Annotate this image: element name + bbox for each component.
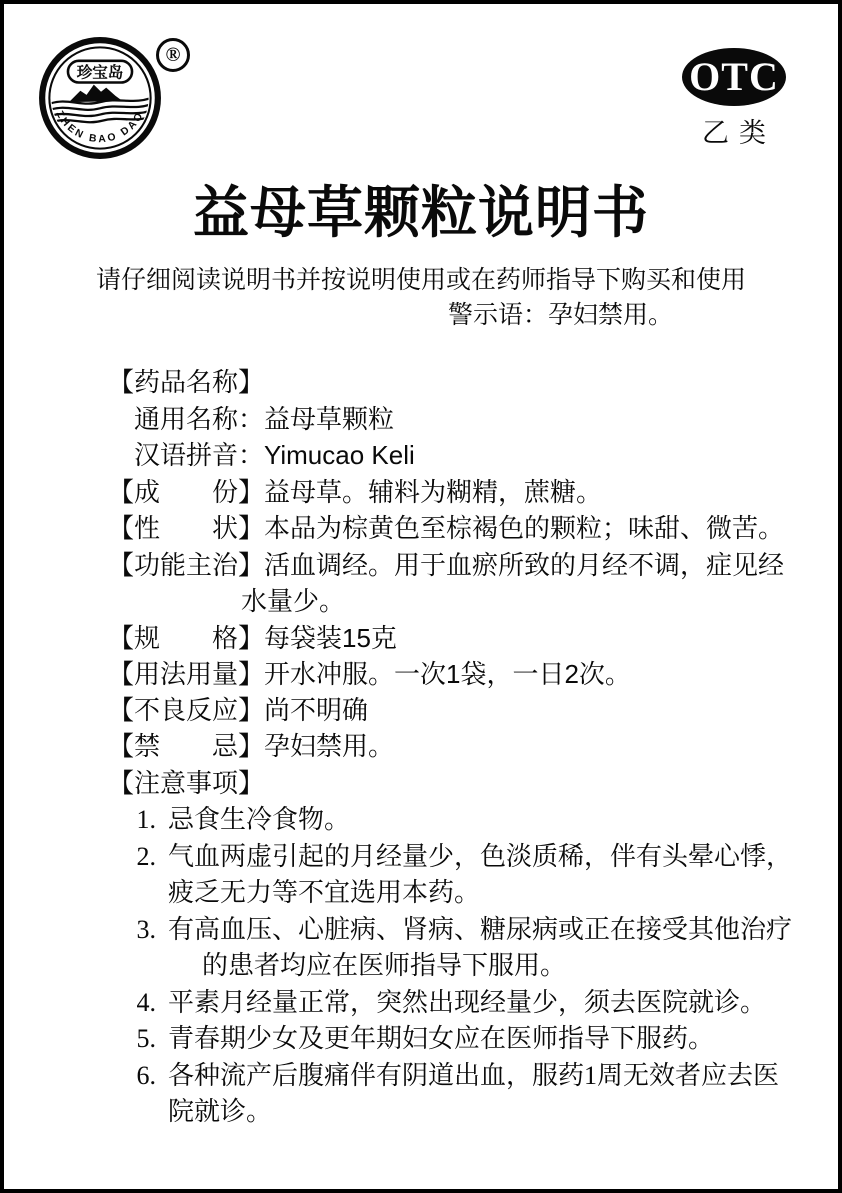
brand-logo [38, 36, 194, 170]
section-label: 【用法用量】 [108, 659, 265, 689]
item-text: 平素月经量正常，突然出现经量少，须去医院就诊。 [168, 987, 767, 1017]
precaution-item-2-continuation: 疲乏无力等不宜选用本药。 [168, 878, 481, 907]
section-contraindications [108, 729, 788, 766]
section-indications-continuation: 水量少。 [241, 586, 346, 616]
section-label: 【性 状】 [108, 513, 265, 543]
precaution-item-4 [108, 985, 788, 1022]
section-value: 益母草。辅料为糊精，蔗糖。 [264, 476, 603, 507]
precaution-item-5 [108, 1021, 788, 1058]
section-label: 【注意事项】 [108, 768, 265, 798]
item-number: 3. [136, 914, 156, 944]
section-precautions-heading [108, 766, 788, 803]
pregnancy-warning-statement: 警示语：孕妇禁用。 [447, 302, 673, 329]
precaution-item-6 [108, 1058, 788, 1095]
item-text: 青春期少女及更年期妇女应在医师指导下服药。 [168, 1024, 715, 1053]
section-value: 活血调经。用于血瘀所致的月经不调，症见经 [264, 549, 785, 580]
section-ingredients [108, 474, 788, 511]
section-label: 【禁 忌】 [108, 732, 265, 761]
sections-list [4, 364, 838, 1131]
section-value: 本品为棕黄色至棕褐色的颗粒；味甜、微苦。 [264, 513, 785, 543]
item-number: 5. [136, 1024, 156, 1053]
item-number: 1. [136, 805, 156, 834]
read-instructions-warning: 请仔细阅读说明书并按说明使用或在药师指导下购买和使用 [95, 267, 746, 294]
section-label: 【药品名称】 [108, 367, 265, 397]
section-label: 【规 格】 [108, 622, 265, 653]
brand-logo-emblem [38, 36, 162, 160]
precaution-item-1 [108, 802, 788, 839]
item-text: 有高血压、心脏病、肾病、糖尿病或正在接受其他治疗 [168, 914, 793, 944]
item-number: 6. [136, 1060, 156, 1090]
section-label: 【功能主治】 [108, 549, 265, 580]
section-adverse-reactions [108, 693, 788, 730]
pinyin-name-line: 汉语拼音：Yimucao Keli [134, 440, 415, 470]
item-text: 气血两虚引起的月经量少，色淡质稀，伴有头晕心悸， [168, 841, 793, 871]
logo-caption-text: ZHEN BAO DAO [53, 109, 147, 146]
item-text: 忌食生冷食物。 [168, 805, 351, 834]
precaution-item-3 [108, 912, 793, 949]
section-label: 【成 份】 [108, 476, 265, 507]
insert-body [4, 4, 838, 1131]
section-drug-name [108, 364, 788, 401]
registered-trademark-icon: ® [156, 38, 190, 72]
item-number: 2. [136, 841, 156, 871]
section-indications [108, 547, 788, 584]
otc-badge [682, 48, 786, 106]
generic-name-line: 通用名称：益母草颗粒 [134, 403, 395, 434]
precaution-item-6-continuation: 院就诊。 [168, 1097, 273, 1126]
item-number: 4. [136, 987, 156, 1017]
logo-brand-text: 珍宝岛 [76, 64, 124, 82]
precaution-item-3-continuation: 的患者均应在医师指导下服用。 [202, 951, 567, 980]
section-specification [108, 620, 788, 657]
section-label: 【不良反应】 [108, 695, 265, 725]
section-value: 开水冲服。一次1袋，一日2次。 [264, 659, 631, 689]
section-value: 尚不明确 [264, 695, 369, 725]
otc-label: OTC [689, 54, 779, 99]
section-dosage [108, 656, 788, 693]
page-title: 益母草颗粒说明书 [193, 181, 649, 244]
otc-category-label: 乙类 [702, 118, 776, 148]
section-description [108, 510, 788, 547]
item-text: 各种流产后腹痛伴有阴道出血，服药1周无效者应去医 [168, 1060, 780, 1090]
otc-mark [680, 48, 788, 150]
section-value: 孕妇禁用。 [264, 732, 395, 761]
section-value: 每袋装15克 [264, 622, 397, 653]
precaution-item-2 [108, 839, 793, 876]
